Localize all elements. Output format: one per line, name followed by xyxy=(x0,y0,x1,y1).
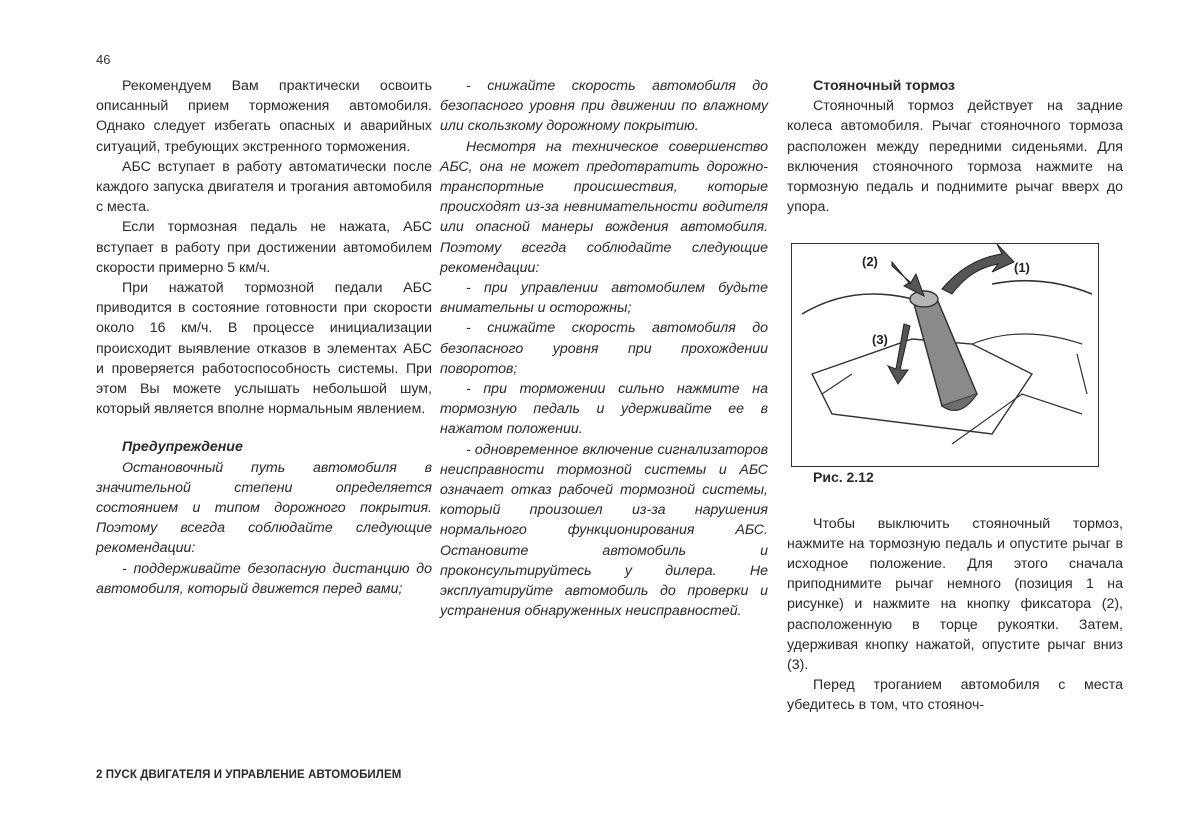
page-footer: 2 ПУСК ДВИГАТЕЛЯ И УПРАВЛЕНИЕ АВТОМОБИЛЕМ xyxy=(96,769,402,781)
paragraph: Если тормозная педаль не нажата, АБС вступает в работу при достижении автомобилем скорости примерно 5 км/ч. xyxy=(96,219,432,276)
column-3 xyxy=(787,76,1123,716)
paragraph: - при управлении автомобилем будьте внимательны и осторожны; xyxy=(440,280,768,317)
paragraph: Чтобы выключить стояночный тормоз, нажмите на тормозную педаль и опустите рычаг в исходное положение. Для этого сначала приподнимите рычаг немного (позиция 1 на рисунке) и нажмите на кнопку фиксатора (2), расположенную в торце рукоятки. Затем, удерживая кнопку нажатой, опустите рычаг вниз (3). xyxy=(787,515,1123,674)
paragraph: Стояночный тормоз действует на задние колеса автомобиля. Рычаг стояночного тормоза расположен между передними сиденьями. Для включения стояночного тормоза нажмите на тормозную педаль и поднимите рычаг вверх до упора. xyxy=(787,98,1123,216)
paragraph: Несмотря на техническое совершенство АБС, она не может предотвратить дорожно-транспортные происшествия, которые происходят из-за невнимательности водителя или опасной манеры вождения автомобиля. Поэтому всегда соблюдайте следующие рекомендации: xyxy=(440,138,768,276)
figure-caption: Рис. 2.12 xyxy=(813,469,874,486)
warning-paragraph: Остановочный путь автомобиля в значительной степени определяется состоянием и типом дорожного покрытия. Поэтому всегда соблюдайте следующие рекомендации: xyxy=(96,459,432,557)
parking-brake-figure xyxy=(791,243,1099,467)
paragraph: - одновременное включение сигнализаторов неисправности тормозной системы и АБС означает отказ рабочей тормозной системы, который произошел из-за нарушения нормального функционирования АБС. Остановите автомобиль и проконсультируйтесь у дилера. Не эксплуатируйте автомобиль до проверки и устранения обнаруженных неисправностей. xyxy=(440,441,768,620)
page-number: 46 xyxy=(96,52,111,67)
warning-title: Предупреждение xyxy=(122,439,243,456)
parking-brake-lever-illustration xyxy=(792,244,1097,465)
paragraph: При нажатой тормозной педали АБС приводится в состояние готовности при скорости около 16 км/ч. В процессе инициализации происходит выявление отказов в элементах АБС и проверяется работоспособность системы. При этом Вы можете услышать небольшой шум, который является вполне нормальным явлением. xyxy=(96,280,432,418)
paragraph: Перед троганием автомобиля с места убедитесь в том, что стояноч- xyxy=(787,677,1123,714)
figure-label-1: (1) xyxy=(1014,260,1030,276)
column-1 xyxy=(96,76,432,599)
paragraph: - снижайте скорость автомобиля до безопасного уровня при движении по влажному или скользкому дорожному покрытию. xyxy=(440,78,768,135)
figure-label-2: (2) xyxy=(862,254,878,270)
section-title: Стояночный тормоз xyxy=(813,78,955,94)
figure-label-3: (3) xyxy=(872,332,888,348)
warning-paragraph: - поддерживайте безопасную дистанцию до автомобиля, который движется перед вами; xyxy=(96,560,432,597)
column-2 xyxy=(440,76,768,621)
paragraph: - снижайте скорость автомобиля до безопасного уровня при прохождении поворотов; xyxy=(440,320,768,377)
paragraph: АБС вступает в работу автоматически после каждого запуска двигателя и трогания автомобиля с места. xyxy=(96,158,432,216)
paragraph: Рекомендуем Вам практически освоить описанный прием торможения автомобиля. Однако следует избегать опасных и аварийных ситуаций, требующих экстренного торможения. xyxy=(96,78,432,155)
paragraph: - при торможении сильно нажмите на тормозную педаль и удерживайте ее в нажатом положении. xyxy=(440,381,768,438)
